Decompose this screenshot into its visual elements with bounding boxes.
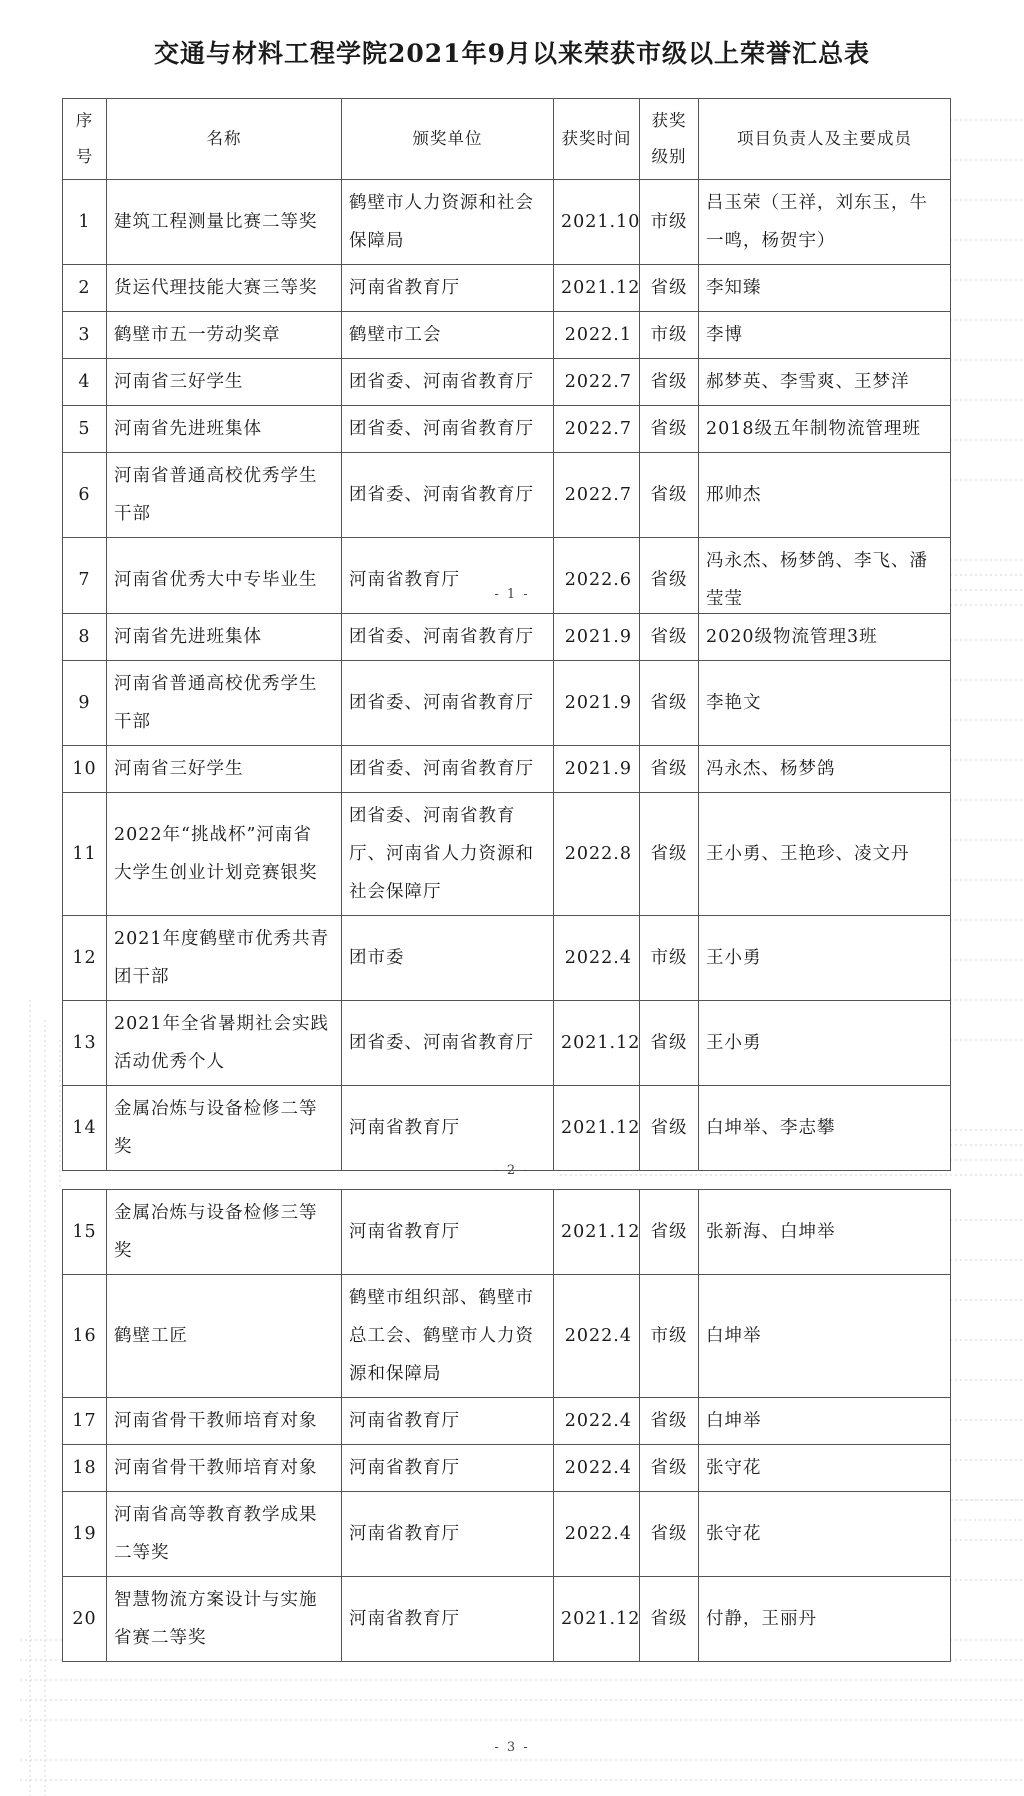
cell-members: 张守花	[699, 1445, 951, 1492]
cell-level: 省级	[640, 661, 699, 746]
awards-table-page-3	[62, 1189, 951, 1662]
cell-issuer: 河南省教育厅	[342, 538, 554, 623]
cell-date: 2021.12	[554, 1577, 640, 1662]
cell-members: 2018级五年制物流管理班	[699, 406, 951, 453]
cell-no: 7	[63, 538, 107, 623]
cell-level: 省级	[640, 406, 699, 453]
cell-level: 省级	[640, 1577, 699, 1662]
table-row	[63, 1577, 951, 1662]
cell-level: 省级	[640, 453, 699, 538]
cell-issuer: 河南省教育厅	[342, 1398, 554, 1445]
cell-members: 白坤举	[699, 1275, 951, 1398]
cell-level: 省级	[640, 1445, 699, 1492]
cell-issuer: 河南省教育厅	[342, 1492, 554, 1577]
table-row	[63, 614, 951, 661]
cell-members: 白坤举	[699, 1398, 951, 1445]
cell-issuer: 河南省教育厅	[342, 1086, 554, 1171]
cell-no: 5	[63, 406, 107, 453]
cell-issuer: 河南省教育厅	[342, 1577, 554, 1662]
table-row	[63, 746, 951, 793]
cell-no: 3	[63, 312, 107, 359]
page-number: - 3 -	[494, 1740, 530, 1755]
cell-issuer: 河南省教育厅	[342, 1445, 554, 1492]
cell-issuer: 团省委、河南省教育厅	[342, 614, 554, 661]
header-level: 获奖级别	[640, 99, 699, 180]
cell-level: 省级	[640, 793, 699, 916]
cell-no: 20	[63, 1577, 107, 1662]
cell-no: 6	[63, 453, 107, 538]
table-row	[63, 1492, 951, 1577]
table-row	[63, 1445, 951, 1492]
cell-members: 张新海、白坤举	[699, 1190, 951, 1275]
table-row	[63, 1086, 951, 1171]
page-title: 交通与材料工程学院2021年9月以来荣获市级以上荣誉汇总表	[154, 39, 870, 68]
cell-date: 2022.4	[554, 1492, 640, 1577]
cell-level: 省级	[640, 538, 699, 623]
cell-level: 省级	[640, 1190, 699, 1275]
cell-members: 李知臻	[699, 265, 951, 312]
table-row	[63, 916, 951, 1001]
cell-date: 2022.4	[554, 1275, 640, 1398]
cell-issuer: 团市委	[342, 916, 554, 1001]
cell-issuer: 团省委、河南省教育厅	[342, 661, 554, 746]
cell-date: 2022.7	[554, 453, 640, 538]
cell-members: 2020级物流管理3班	[699, 614, 951, 661]
cell-name: 鹤壁市五一劳动奖章	[107, 312, 342, 359]
cell-name: 河南省优秀大中专毕业生	[107, 538, 342, 623]
cell-members: 郝梦英、李雪爽、王梦洋	[699, 359, 951, 406]
cell-no: 13	[63, 1001, 107, 1086]
cell-date: 2022.4	[554, 916, 640, 1001]
cell-date: 2021.12	[554, 1190, 640, 1275]
cell-issuer: 团省委、河南省教育厅	[342, 1001, 554, 1086]
cell-no: 17	[63, 1398, 107, 1445]
cell-issuer: 团省委、河南省教育厅	[342, 746, 554, 793]
table-header-row	[63, 99, 951, 180]
table-row	[63, 265, 951, 312]
table-row	[63, 661, 951, 746]
cell-level: 省级	[640, 614, 699, 661]
cell-members: 付静，王丽丹	[699, 1577, 951, 1662]
cell-no: 18	[63, 1445, 107, 1492]
cell-members: 王小勇、王艳珍、凌文丹	[699, 793, 951, 916]
cell-issuer: 团省委、河南省教育厅	[342, 406, 554, 453]
cell-date: 2021.9	[554, 661, 640, 746]
cell-members: 白坤举、李志攀	[699, 1086, 951, 1171]
cell-name: 2021年度鹤壁市优秀共青团干部	[107, 916, 342, 1001]
cell-no: 16	[63, 1275, 107, 1398]
cell-no: 19	[63, 1492, 107, 1577]
cell-date: 2021.12	[554, 265, 640, 312]
cell-name: 河南省骨干教师培育对象	[107, 1445, 342, 1492]
cell-level: 省级	[640, 746, 699, 793]
header-issuer: 颁奖单位	[342, 99, 554, 180]
cell-name: 河南省先进班集体	[107, 614, 342, 661]
cell-name: 鹤壁工匠	[107, 1275, 342, 1398]
table-row	[63, 180, 951, 265]
cell-issuer: 鹤壁市组织部、鹤壁市总工会、鹤壁市人力资源和保障局	[342, 1275, 554, 1398]
cell-issuer: 团省委、河南省教育厅	[342, 359, 554, 406]
table-row	[63, 1190, 951, 1275]
table-row	[63, 1001, 951, 1086]
cell-date: 2021.12	[554, 1086, 640, 1171]
header-name: 名称	[107, 99, 342, 180]
cell-no: 2	[63, 265, 107, 312]
cell-date: 2022.8	[554, 793, 640, 916]
cell-members: 张守花	[699, 1492, 951, 1577]
page-number: - 2 -	[494, 1163, 530, 1178]
table-row	[63, 453, 951, 538]
cell-level: 省级	[640, 265, 699, 312]
cell-members: 李博	[699, 312, 951, 359]
table-row	[63, 1275, 951, 1398]
cell-issuer: 鹤壁市工会	[342, 312, 554, 359]
cell-issuer: 河南省教育厅	[342, 1190, 554, 1275]
cell-level: 省级	[640, 1492, 699, 1577]
cell-level: 省级	[640, 1001, 699, 1086]
cell-members: 邢帅杰	[699, 453, 951, 538]
table-row	[63, 793, 951, 916]
cell-issuer: 团省委、河南省教育厅、河南省人力资源和社会保障厅	[342, 793, 554, 916]
page-number: - 1 -	[494, 587, 530, 602]
cell-date: 2021.12	[554, 1001, 640, 1086]
table-row	[63, 406, 951, 453]
cell-name: 河南省普通高校优秀学生干部	[107, 453, 342, 538]
cell-date: 2022.4	[554, 1398, 640, 1445]
cell-date: 2021.9	[554, 746, 640, 793]
cell-no: 12	[63, 916, 107, 1001]
awards-table-page-1	[62, 98, 951, 623]
cell-name: 智慧物流方案设计与实施省赛二等奖	[107, 1577, 342, 1662]
cell-level: 省级	[640, 359, 699, 406]
cell-no: 15	[63, 1190, 107, 1275]
cell-date: 2021.10	[554, 180, 640, 265]
cell-name: 2022年“挑战杯”河南省 大学生创业计划竞赛银奖	[107, 793, 342, 916]
table-row	[63, 312, 951, 359]
cell-issuer: 团省委、河南省教育厅	[342, 453, 554, 538]
cell-members: 吕玉荣（王祥，刘东玉，牛一鸣，杨贺宇）	[699, 180, 951, 265]
cell-name: 河南省普通高校优秀学生干部	[107, 661, 342, 746]
cell-level: 省级	[640, 1086, 699, 1171]
header-members: 项目负责人及主要成员	[699, 99, 951, 180]
table-row	[63, 1398, 951, 1445]
cell-date: 2022.6	[554, 538, 640, 623]
cell-name: 河南省高等教育教学成果二等奖	[107, 1492, 342, 1577]
header-date: 获奖时间	[554, 99, 640, 180]
cell-name: 河南省骨干教师培育对象	[107, 1398, 342, 1445]
awards-table-page-2	[62, 613, 951, 1171]
cell-date: 2022.4	[554, 1445, 640, 1492]
cell-members: 李艳文	[699, 661, 951, 746]
cell-date: 2022.7	[554, 359, 640, 406]
cell-issuer: 鹤壁市人力资源和社会保障局	[342, 180, 554, 265]
cell-name: 河南省三好学生	[107, 359, 342, 406]
cell-name: 货运代理技能大赛三等奖	[107, 265, 342, 312]
cell-date: 2022.1	[554, 312, 640, 359]
cell-no: 8	[63, 614, 107, 661]
cell-level: 省级	[640, 1398, 699, 1445]
header-no: 序号	[63, 99, 107, 180]
cell-level: 市级	[640, 312, 699, 359]
cell-date: 2021.9	[554, 614, 640, 661]
table-row	[63, 538, 951, 623]
table-row	[63, 359, 951, 406]
cell-date: 2022.7	[554, 406, 640, 453]
cell-members: 王小勇	[699, 916, 951, 1001]
cell-level: 市级	[640, 916, 699, 1001]
cell-no: 4	[63, 359, 107, 406]
cell-level: 市级	[640, 1275, 699, 1398]
cell-issuer: 河南省教育厅	[342, 265, 554, 312]
cell-name: 河南省三好学生	[107, 746, 342, 793]
cell-members: 冯永杰、杨梦鸽	[699, 746, 951, 793]
cell-members: 王小勇	[699, 1001, 951, 1086]
cell-name: 2021年全省暑期社会实践活动优秀个人	[107, 1001, 342, 1086]
cell-name: 金属冶炼与设备检修二等奖	[107, 1086, 342, 1171]
cell-no: 14	[63, 1086, 107, 1171]
cell-no: 1	[63, 180, 107, 265]
cell-level: 市级	[640, 180, 699, 265]
cell-members: 冯永杰、杨梦鸽、李飞、潘莹莹	[699, 538, 951, 623]
cell-no: 10	[63, 746, 107, 793]
cell-name: 金属冶炼与设备检修三等奖	[107, 1190, 342, 1275]
cell-no: 11	[63, 793, 107, 916]
cell-no: 9	[63, 661, 107, 746]
cell-name: 建筑工程测量比赛二等奖	[107, 180, 342, 265]
cell-name: 河南省先进班集体	[107, 406, 342, 453]
